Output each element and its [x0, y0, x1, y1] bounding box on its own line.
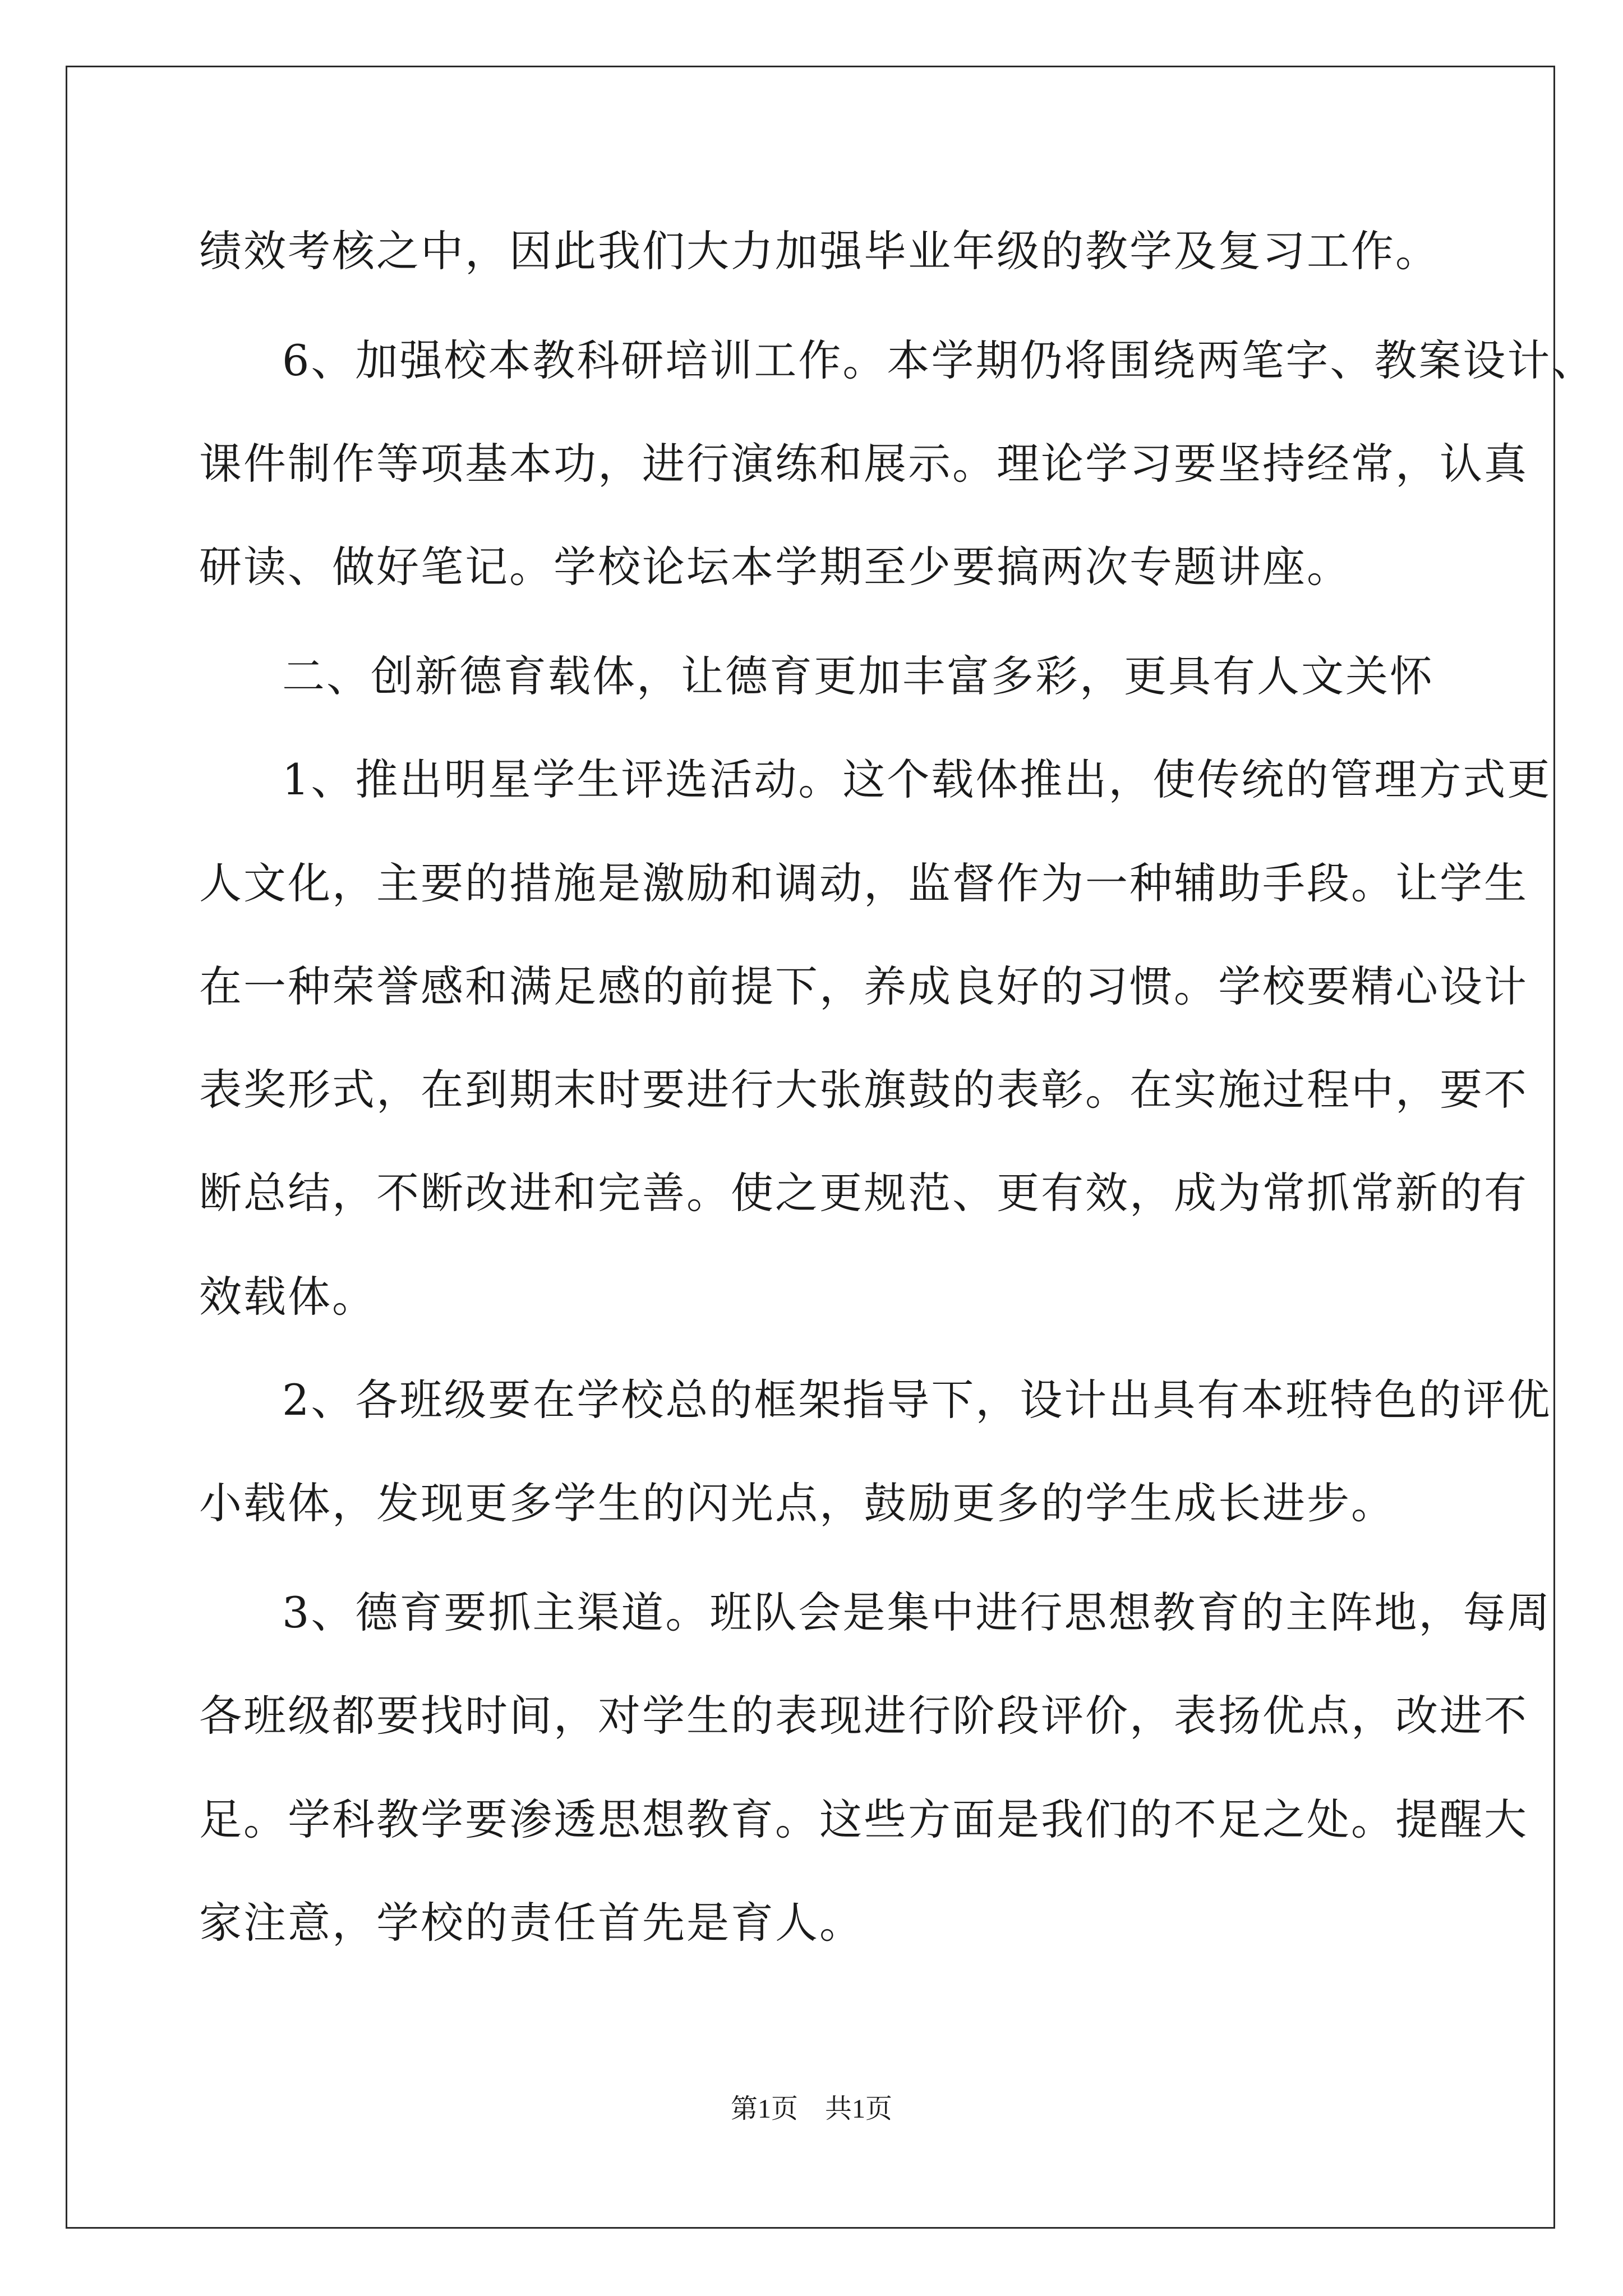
- paragraph-6-line-1: 6、加强校本教科研培训工作。本学期仍将围绕两笔字、教案设计、: [282, 335, 1596, 385]
- paragraph-2-line-1: 2、各班级要在学校总的框架指导下，设计出具有本班特色的评优: [282, 1375, 1552, 1425]
- text-line: 各班级都要找时间，对学生的表现进行阶段评价，表扬优点，改进不: [199, 1691, 1528, 1741]
- section-heading-2: 二、创新德育载体，让德育更加丰富多彩，更具有人文关怀: [282, 651, 1434, 701]
- text-line: 课件制作等项基本功，进行演练和展示。理论学习要坚持经常，认真: [199, 439, 1528, 489]
- text-line: 断总结，不断改进和完善。使之更规范、更有效，成为常抓常新的有: [199, 1168, 1528, 1218]
- text-line: 在一种荣誉感和满足感的前提下，养成良好的习惯。学校要精心设计: [199, 961, 1528, 1011]
- text-line: 小载体，发现更多学生的闪光点，鼓励更多的学生成长进步。: [199, 1478, 1395, 1528]
- page-number-footer: 第1页 共1页: [730, 2094, 892, 2124]
- text-line: 足。学科教学要渗透思想教育。这些方面是我们的不足之处。提醒大: [199, 1795, 1528, 1844]
- paragraph-3-line-1: 3、德育要抓主渠道。班队会是集中进行思想教育的主阵地，每周: [282, 1588, 1552, 1637]
- text-line: 研读、做好笔记。学校论坛本学期至少要搞两次专题讲座。: [199, 542, 1351, 592]
- text-line: 效载体。: [199, 1272, 376, 1322]
- text-line: 家注意，学校的责任首先是育人。: [199, 1898, 864, 1948]
- text-line: 表奖形式，在到期末时要进行大张旗鼓的表彰。在实施过程中，要不: [199, 1065, 1528, 1115]
- text-line: 绩效考核之中，因此我们大力加强毕业年级的教学及复习工作。: [199, 226, 1440, 276]
- paragraph-1-line-1: 1、推出明星学生评选活动。这个载体推出，使传统的管理方式更: [282, 754, 1552, 804]
- text-line: 人文化，主要的措施是激励和调动，监督作为一种辅助手段。让学生: [199, 858, 1528, 908]
